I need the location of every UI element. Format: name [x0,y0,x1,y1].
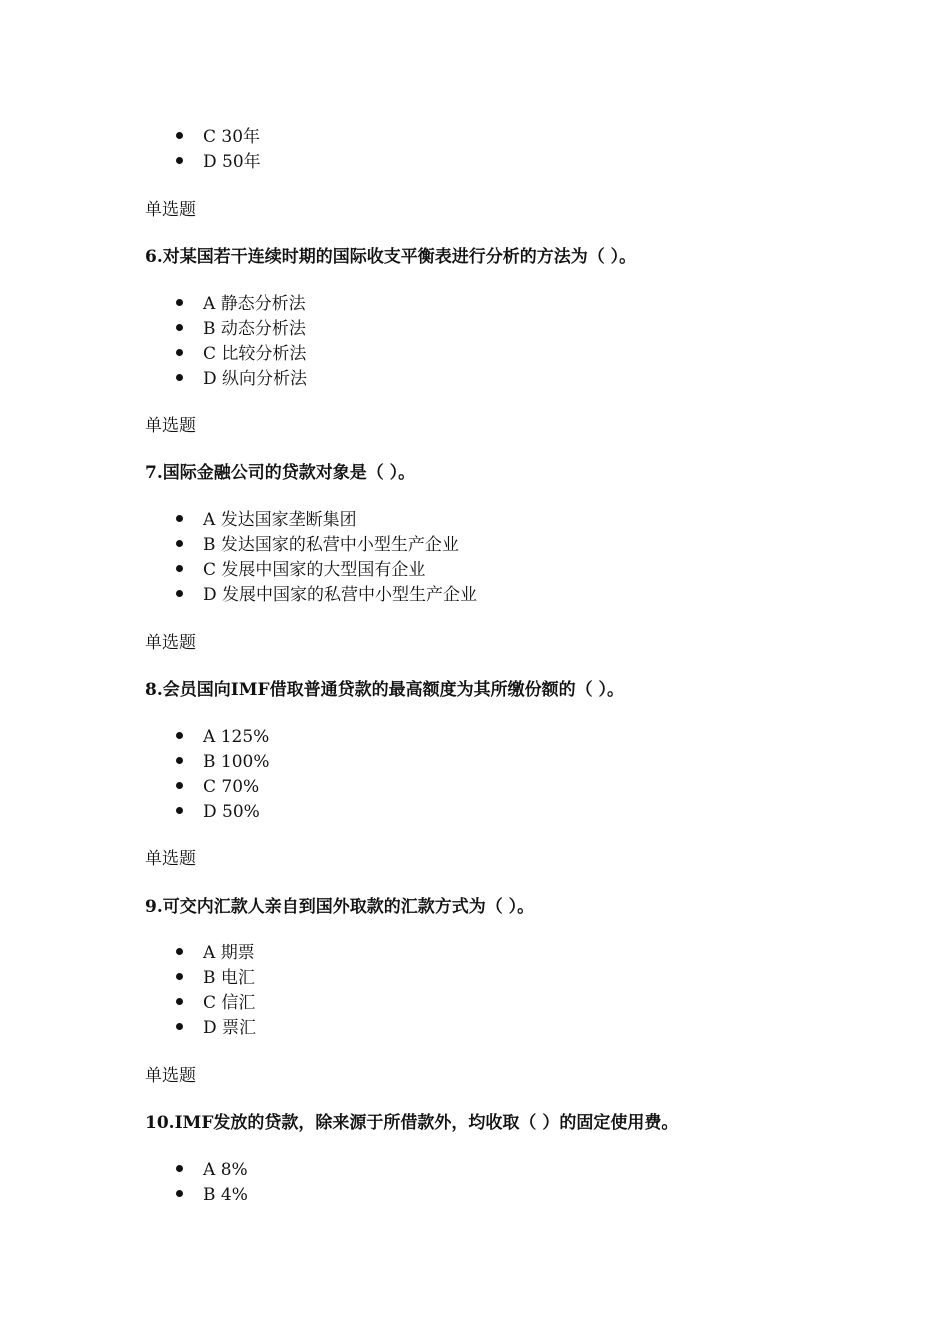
option-item [176,343,306,365]
option-item [176,992,255,1014]
option-text: 70% [221,777,260,797]
option-text: 100% [220,752,270,772]
bullet-icon [176,324,183,331]
bullet-icon [176,132,183,139]
option-item [176,151,261,173]
option-item [176,293,306,315]
question-title: 7.国际金融公司的贷款对象是（ ）。 [145,463,416,483]
option-letter: C [203,560,217,580]
bullet-icon [176,782,183,789]
option-letter: B [203,535,216,555]
option-letter: D [203,1018,217,1038]
option-letter: B [203,319,216,339]
option-text: 电汇 [220,968,255,988]
option-letter: A [203,294,216,314]
question-title: 6.对某国若干连续时期的国际收支平衡表进行分析的方法为（ ）。 [145,247,637,267]
option-text: 期票 [220,943,255,963]
option-item [176,318,306,340]
option-letter: A [203,727,216,747]
question-type-label: 单选题 [145,200,196,220]
option-text: 动态分析法 [220,319,306,339]
option-letter: D [203,585,217,605]
option-letter: D [203,802,217,822]
question-type-label: 单选题 [145,1066,196,1086]
option-item [176,368,307,390]
option-letter: D [203,152,217,172]
option-text: 125% [220,727,270,747]
option-text: 票汇 [222,1018,257,1038]
question-type-label: 单选题 [145,416,196,436]
option-letter: C [203,993,217,1013]
option-item [176,942,255,964]
option-letter: A [203,510,216,530]
bullet-icon [176,374,183,381]
option-text: 30年 [221,127,261,147]
option-letter: A [203,1160,216,1180]
option-item [176,126,260,148]
option-item [176,801,260,823]
option-text: 比较分析法 [221,344,307,364]
bullet-icon [176,948,183,955]
bullet-icon [176,349,183,356]
option-item [176,534,459,556]
option-item [176,1017,256,1039]
option-item [176,1159,248,1181]
bullet-icon [176,757,183,764]
option-letter: B [203,1185,216,1205]
option-item [176,967,255,989]
bullet-icon [176,973,183,980]
option-text: 8% [220,1160,248,1180]
option-letter: C [203,127,217,147]
bullet-icon [176,998,183,1005]
option-text: 发展中国家的私营中小型生产企业 [222,585,478,605]
option-item [176,559,425,581]
bullet-icon [176,565,183,572]
option-letter: C [203,777,217,797]
option-text: 信汇 [221,993,256,1013]
option-text: 发达国家垄断集团 [220,510,357,530]
option-letter: D [203,369,217,389]
question-title: 10.IMF发放的贷款，除来源于所借款外，均收取（ ）的固定使用费。 [145,1113,679,1133]
bullet-icon [176,590,183,597]
option-text: 50% [222,802,260,822]
bullet-icon [176,540,183,547]
bullet-icon [176,732,183,739]
bullet-icon [176,157,183,164]
question-type-label: 单选题 [145,633,196,653]
question-title: 8.会员国向IMF借取普通贷款的最高额度为其所缴份额的（ ）。 [145,680,625,700]
option-text: 静态分析法 [220,294,306,314]
option-text: 纵向分析法 [222,369,308,389]
question-title: 9.可交内汇款人亲自到国外取款的汇款方式为（ ）。 [145,897,535,917]
option-letter: B [203,968,216,988]
option-letter: A [203,943,216,963]
bullet-icon [176,1165,183,1172]
bullet-icon [176,1190,183,1197]
option-letter: B [203,752,216,772]
option-text: 发展中国家的大型国有企业 [221,560,426,580]
bullet-icon [176,299,183,306]
bullet-icon [176,807,183,814]
option-text: 50年 [222,152,261,172]
option-letter: C [203,344,217,364]
option-item [176,726,269,748]
option-item [176,751,270,773]
option-text: 4% [220,1185,248,1205]
bullet-icon [176,1023,183,1030]
option-item [176,584,477,606]
option-item [176,509,357,531]
option-item [176,776,259,798]
bullet-icon [176,515,183,522]
option-item [176,1184,248,1206]
option-text: 发达国家的私营中小型生产企业 [220,535,459,555]
question-type-label: 单选题 [145,849,196,869]
